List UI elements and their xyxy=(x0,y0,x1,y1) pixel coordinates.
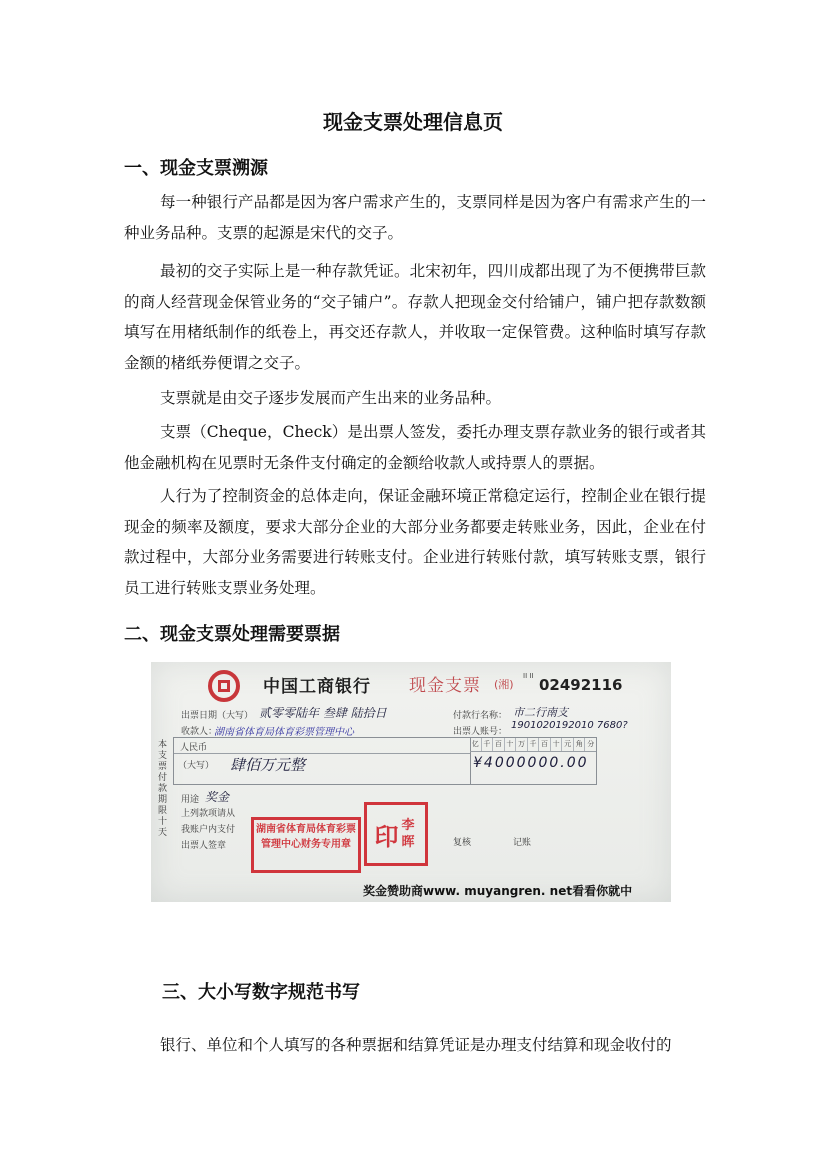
cheque-bank-branch-handwriting: 市二行南支 xyxy=(513,706,568,719)
cheque-purpose-handwriting: 奖金 xyxy=(205,790,230,804)
paragraph-6: 银行、单位和个人填写的各种票据和结算凭证是办理支付结算和现金收付的 xyxy=(160,1036,672,1054)
cheque-rmb-sub-label: （大写） xyxy=(178,761,215,771)
cheque-record-label: 记账 xyxy=(513,838,532,848)
digit-header: 元 xyxy=(561,738,573,751)
cheque-instruction-line-1: 上列款项请从 xyxy=(181,809,236,819)
section-heading-origin: 一、现金支票溯源 xyxy=(124,158,268,179)
paragraph-2: 最初的交子实际上是一种存款凭证。北宋初年，四川成都出现了为不便携带巨款的商人经营现金保管业务的“交子铺户”。存款人把现金交付给铺户，铺户把存款数额填写在用楮纸制作的纸卷上，再交还存款人，并收取一定保管费。这种临时填写存款金额的楮纸券便谓之交子。 xyxy=(124,262,706,372)
cheque-serial-label: II II xyxy=(523,672,534,680)
cheque-bank-branch-label: 付款行名称： xyxy=(453,711,508,721)
personal-seal-stamp xyxy=(364,802,428,866)
cheque-type: 现金支票 xyxy=(409,676,481,696)
digit-header: 千 xyxy=(481,738,493,751)
digit-header: 千 xyxy=(527,738,539,751)
cheque-payee-handwriting: 湖南省体育局体育彩票管理中心 xyxy=(214,727,354,738)
cheque-account-label: 出票人账号： xyxy=(453,727,508,737)
personal-seal-name: 李晖 xyxy=(401,818,415,850)
cheque-bank-name: 中国工商银行 xyxy=(263,677,371,697)
cheque-region: (湘) xyxy=(494,678,514,691)
cheque-instruction-line-2: 我账户内支付 xyxy=(181,825,236,835)
cheque-digit-headers xyxy=(470,738,596,752)
cheque-account-handwriting: 1901020192010 7680? xyxy=(511,720,628,731)
cheque-date-label: 出票日期（大写） xyxy=(181,711,254,721)
cheque-purpose-label: 用途 xyxy=(181,795,200,805)
personal-seal-char: 印 xyxy=(374,822,399,851)
cheque-amount-handwriting: 肆佰万元整 xyxy=(230,756,306,774)
digit-header: 角 xyxy=(573,738,585,751)
digit-header: 百 xyxy=(492,738,504,751)
digit-header: 十 xyxy=(550,738,562,751)
finance-seal-stamp: 湖南省体育局体育彩票管理中心财务专用章 xyxy=(251,817,361,873)
paragraph-1: 每一种银行产品都是因为客户需求产生的，支票同样是因为客户有需求产生的一种业务品种。支票的起源是宋代的交子。 xyxy=(124,193,706,242)
cheque-review-label: 复核 xyxy=(453,838,472,848)
amount-box-divider xyxy=(174,753,470,754)
digit-header: 百 xyxy=(538,738,550,751)
cheque-drawer-signature-label: 出票人签章 xyxy=(181,841,227,851)
cheque-payee-label: 收款人： xyxy=(181,727,218,737)
paragraph-3: 支票就是由交子逐步发展而产生出来的业务品种。 xyxy=(160,389,502,407)
icbc-logo-icon xyxy=(208,670,240,702)
cheque-rmb-label: 人民币 xyxy=(180,743,208,753)
page-title: 现金支票处理信息页 xyxy=(323,110,503,134)
cheque-serial: 02492116 xyxy=(539,676,623,694)
cheque-date-handwriting: 贰零零陆年 叁肆 陆拾日 xyxy=(259,706,387,720)
cheque-amount-digits: ¥4000000.00 xyxy=(473,755,589,771)
digit-header: 万 xyxy=(515,738,527,751)
digit-header: 分 xyxy=(584,738,596,751)
section-heading-number-writing: 三、大小写数字规范书写 xyxy=(162,982,360,1003)
section-heading-required-documents: 二、现金支票处理需要票据 xyxy=(124,624,340,645)
cheque-watermark-text: 奖金赞助商www. muyangren. net看看你就中 xyxy=(363,884,633,898)
cheque-side-note: 本支票付款期限十天 xyxy=(158,740,168,838)
paragraph-5: 人行为了控制资金的总体走向，保证金融环境正常稳定运行，控制企业在银行提现金的频率及额度，要求大部分企业的大部分业务都要走转账业务，因此，企业在付款过程中，大部分业务需要进行转账支付。企业进行转账付款，填写转账支票，银行员工进行转账支票业务处理。 xyxy=(124,487,706,597)
paragraph-4: 支票（Cheque，Check）是出票人签发，委托办理支票存款业务的银行或者其他金融机构在见票时无条件支付确定的金额给收款人或持票人的票据。 xyxy=(124,423,706,472)
digit-header: 十 xyxy=(504,738,516,751)
digit-header: 亿 xyxy=(471,740,479,748)
cash-cheque-image xyxy=(151,662,671,902)
